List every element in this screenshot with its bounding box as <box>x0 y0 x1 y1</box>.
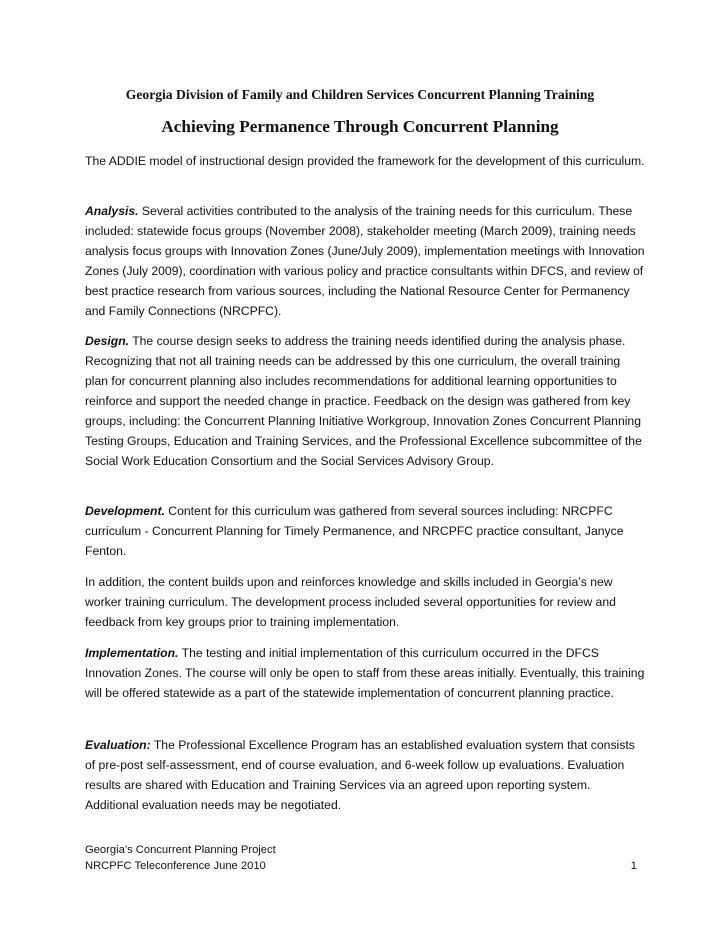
document-subtitle: Georgia Division of Family and Children Services Concurrent Planning Training <box>125 87 595 102</box>
evaluation-text: The Professional Excellence Program has an established evaluation system that consists of pre-post self-assessment, end of course evaluation, and 6-week follow up evaluations. Evaluation results are shared with Education and Training Services via an agreed upon reporting system. Additional evaluation needs may be negotiated. <box>85 738 635 812</box>
development-paragraph <box>85 501 645 561</box>
evaluation-label: Evaluation: <box>85 738 151 752</box>
document-title: Achieving Permanence Through Concurrent Planning <box>161 117 559 136</box>
page-footer <box>85 842 637 874</box>
implementation-text: The testing and initial implementation of this curriculum occurred in the DFCS Innovation Zones. The course will only be open to staff from these areas initially. Eventually, this training will be offered statewide as a part of the statewide implementation of concurrent planning practice. <box>85 646 645 700</box>
implementation-paragraph <box>85 643 645 703</box>
footer-project: Georgia’s Concurrent Planning Project <box>85 844 276 856</box>
development-text: Content for this curriculum was gathered from several sources including: NRCPFC curriculum - Concurrent Planning for Timely Permanence, and NRCPFC practice consultant, Janyce Fenton. <box>85 504 624 558</box>
addition-paragraph: In addition, the content builds upon and reinforces knowledge and skills included in Georgia’s new worker training curriculum. The development process included several opportunities for review and feedback from key groups prior to training implementation. <box>85 575 616 629</box>
design-paragraph <box>85 331 645 471</box>
design-text: The course design seeks to address the training needs identified during the analysis phase. Recognizing that not all training needs can be addressed by this one curriculum, the overall training plan for concurrent planning also includes recommendations for additional learning opportunities to reinforce and support the needed change in practice. Feedback on the design was gathered from key groups, including: the Concurrent Planning Initiative Workgroup, Innovation Zones Concurrent Planning Testing Groups, Education and Training Services, and the Professional Excellence subcommittee of the Social Work Education Consortium and the Social Services Advisory Group. <box>85 334 642 468</box>
development-label: Development. <box>85 504 165 518</box>
footer-event: NRCPFC Teleconference June 2010 <box>85 860 266 872</box>
implementation-label: Implementation. <box>85 646 179 660</box>
analysis-label: Analysis. <box>85 204 139 218</box>
analysis-text: Several activities contributed to the analysis of the training needs for this curriculum. These included: statewide focus groups (November 2008), stakeholder meeting (March 2009), training needs analysis focus groups with Innovation Zones (June/July 2009), implementation meetings with Innovation Zones (July 2009), coordination with various policy and practice consultants within DFCS, and review of best practice research from various sources, including the National Resource Center for Permanency and Family Connections (NRCPFC). <box>85 204 645 318</box>
design-label: Design. <box>85 334 130 348</box>
page-number: 1 <box>630 860 637 872</box>
analysis-paragraph <box>85 201 645 321</box>
evaluation-paragraph <box>85 735 645 815</box>
intro-paragraph: The ADDIE model of instructional design provided the framework for the development of this curriculum. <box>85 154 645 168</box>
